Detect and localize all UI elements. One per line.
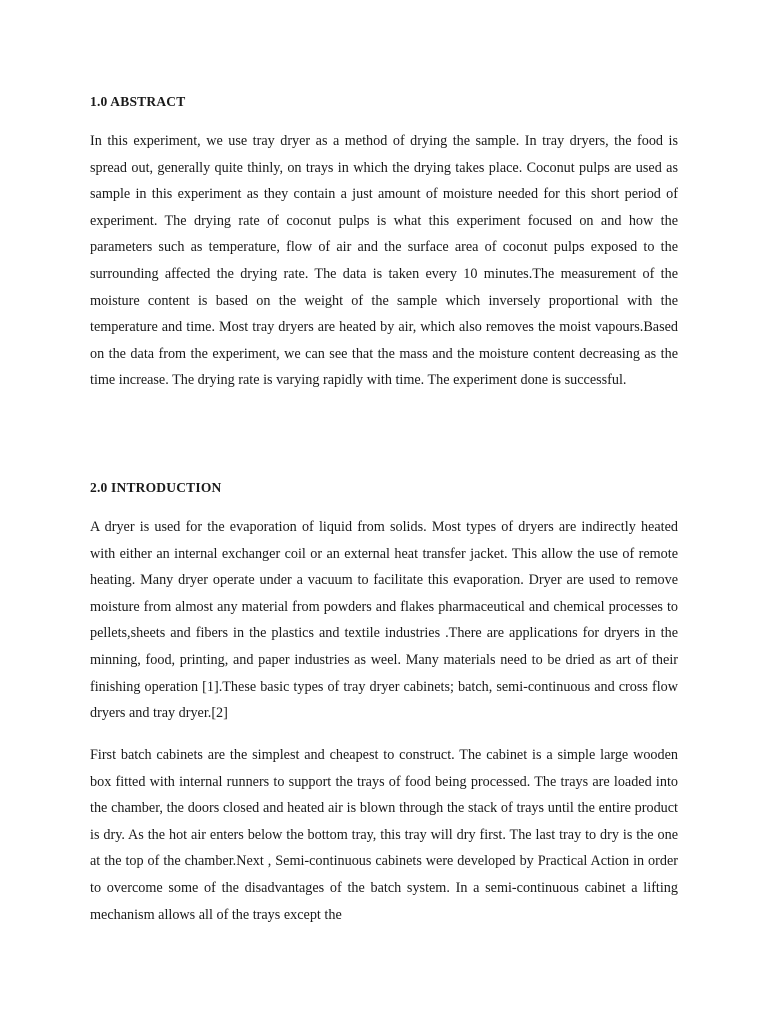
abstract-heading: 1.0 ABSTRACT [90,94,186,109]
introduction-paragraph-2: First batch cabinets are the simplest and cheapest to construct. The cabinet is a simple large wooden box fitted with internal runners to support the trays of food being processed. The trays are loaded into the chamber, the doors closed and heated air is blown through the stack of trays until the entire product is dry. As the hot air enters below the bottom tray, this tray will dry first. The last tray to dry is the one at the top of the chamber.Next , Semi-continuous cabinets were developed by Practical Action in order to overcome some of the disadvantages of the batch system. In a semi-continuous cabinet a lifting mechanism allows all of the trays except the [90,747,678,923]
abstract-paragraph: In this experiment, we use tray dryer as a method of drying the sample. In tray dryers, the food is spread out, generally quite thinly, on trays in which the drying takes place. Coconut pulps are used as sample in this experiment as they contain a just amount of moisture needed for this short period of experiment. The drying rate of coconut pulps is what this experiment focused on and how the parameters such as temperature, flow of air and the surface area of coconut pulps exposed to the surrounding affected the drying rate. The data is taken every 10 minutes.The measurement of the moisture content is based on the weight of the sample which inversely proportional with the temperature and time. Most tray dryers are heated by air, which also removes the moist vapours.Based on the data from the experiment, we can see that the mass and the moisture content decreasing as the time increase. The drying rate is varying rapidly with time. The experiment done is successful. [90,133,678,389]
introduction-heading: 2.0 INTRODUCTION [90,480,222,495]
introduction-paragraph-1: A dryer is used for the evaporation of liquid from solids. Most types of dryers are indirectly heated with either an internal exchanger coil or an external heat transfer jacket. This allow the use of remote heating. Many dryer operate under a vacuum to facilitate this evaporation. Dryer are used to remove moisture from almost any material from powders and flakes pharmaceutical and chemical processes to pellets,sheets and fibers in the plastics and textile industries .There are applications for dryers in the minning, food, printing, and paper industries as weel. Many materials need to be dried as art of their finishing operation [1].These basic types of tray dryer cabinets; batch, semi-continuous and cross flow dryers and tray dryer.[2] [90,519,678,722]
